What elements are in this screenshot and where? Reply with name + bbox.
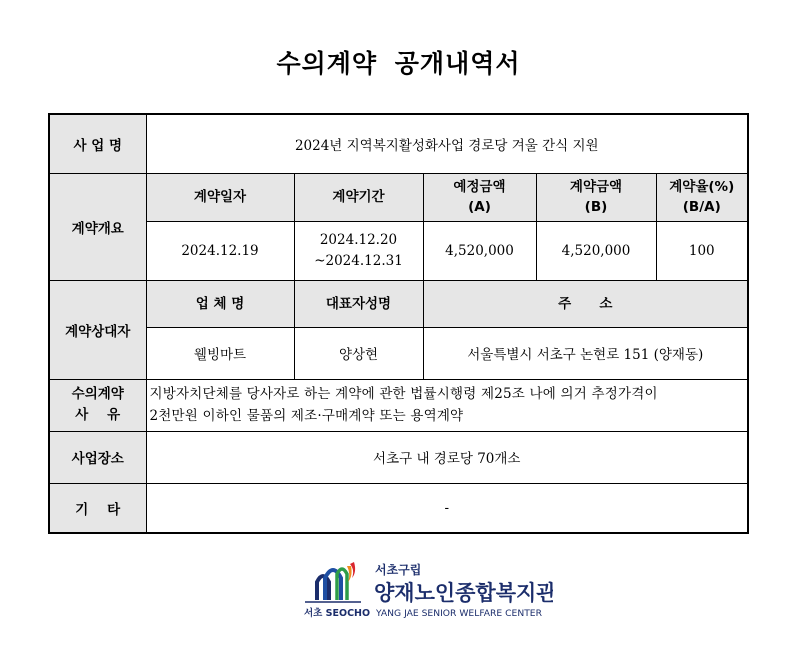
location-value: 서초구 내 경로당 70개소 [146,431,748,483]
contract-rate-header [656,173,748,221]
other-value: - [146,483,748,533]
logo-seocho-mark: 서초 SEOCHO [304,608,371,619]
representative-header: 대표자성명 [294,280,423,327]
contract-period-header: 계약기간 [294,173,423,221]
address-value: 서울특별시 서초구 논현로 151 (양재동) [423,327,748,379]
reason-label-line2: 사 유 [75,407,121,423]
project-name-label: 사 업 명 [49,114,146,173]
logo-english: YANG JAE SENIOR WELFARE CENTER [374,609,543,619]
contract-rate-header-sub: (B/A) [682,199,721,215]
org-logo [303,560,553,622]
logo-org-name: 양재노인종합복지관 [374,581,553,605]
contract-disclosure-table [48,113,749,534]
reason-line2: 2천만원 이하인 물품의 제조·구매계약 또는 용역계약 [149,408,464,424]
reason-line1: 지방자치단체를 당사자로 하는 계약에 관한 법률시행령 제25조 나에 의거 추정가격이 [149,386,658,402]
other-label: 기 타 [49,483,146,533]
contract-date-header: 계약일자 [146,173,294,221]
contract-rate-header-main: 계약율(%) [669,179,735,195]
estimated-amount-header [423,173,536,221]
reason-value [146,379,748,431]
contractor-label: 계약상대자 [49,280,146,379]
company-value: 웰빙마트 [146,327,294,379]
representative-value: 양상현 [294,327,423,379]
contract-amount-value: 4,520,000 [536,221,656,280]
contract-amount-header-sub: (B) [584,199,608,215]
project-name-value: 2024년 지역복지활성화사업 경로당 겨울 간식 지원 [146,114,748,173]
contract-date-value: 2024.12.19 [146,221,294,280]
contract-rate-value: 100 [656,221,748,280]
estimated-amount-value: 4,520,000 [423,221,536,280]
company-header: 업 체 명 [146,280,294,327]
location-label: 사업장소 [49,431,146,483]
estimated-amount-header-sub: (A) [468,199,491,215]
estimated-amount-header-main: 예정금액 [453,179,506,195]
logo-graphic [303,560,553,622]
page-title: 수의계약 공개내역서 [276,49,521,78]
logo-district: 서초구립 [375,563,422,577]
reason-label [49,379,146,431]
contract-period-value [294,221,423,280]
period-end: ~2024.12.31 [314,252,403,269]
contract-amount-header [536,173,656,221]
period-start: 2024.12.20 [319,231,398,248]
contract-overview-label: 계약개요 [49,173,146,280]
reason-label-line1: 수의계약 [71,386,124,402]
contract-amount-header-main: 계약금액 [569,179,623,195]
address-header: 주 소 [423,280,748,327]
